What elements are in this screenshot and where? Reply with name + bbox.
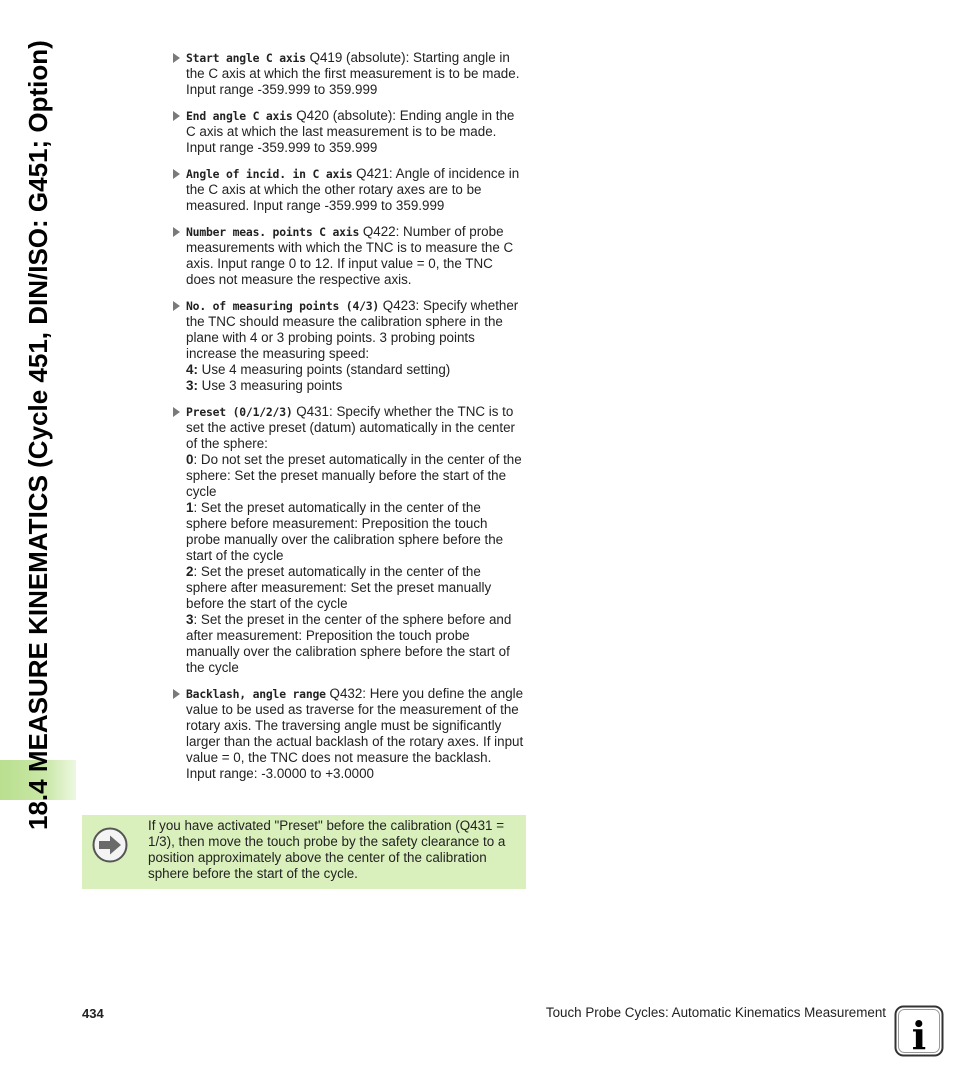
param-angle-incid-c (172, 166, 524, 214)
param-option (186, 500, 524, 564)
option-key: 1 (186, 500, 194, 515)
param-keyword: No. of measuring points (4/3) (186, 299, 380, 313)
param-keyword: Preset (0/1/2/3) (186, 405, 293, 419)
option-text: : Do not set the preset automatically in the center of the sphere: Set the preset manually before the start of the cycle (186, 452, 522, 499)
option-text: : Set the preset in the center of the sphere before and after measurement: Preposition the touch probe manually over the calibration sphere before the start of the cycle (186, 612, 512, 675)
param-keyword: Backlash, angle range (186, 687, 326, 701)
param-option (186, 362, 524, 378)
param-description: Q423: Specify whether the TNC should measure the calibration sphere in the plane with 4 or 3 probing points. 3 probing points increase the measuring speed: (186, 298, 519, 361)
bullet-triangle-icon (173, 169, 180, 179)
option-text: : Set the preset automatically in the center of the sphere after measurement: Set the preset manually before the start of the cycle (186, 564, 492, 611)
param-no-measuring-points (172, 298, 524, 394)
param-option (186, 564, 524, 612)
param-option (186, 612, 524, 676)
info-glyph: i (911, 1013, 927, 1057)
option-key: 4: (186, 362, 198, 377)
param-description: Q431: Specify whether the TNC is to set the active preset (datum) automatically in the center of the sphere: (186, 404, 515, 451)
bullet-triangle-icon (173, 407, 180, 417)
page-number: 434 (82, 1006, 104, 1021)
arrow-right-icon (92, 827, 128, 863)
option-text: : Set the preset automatically in the center of the sphere before measurement: Preposition the touch probe manually over the calibration sphere before the start of the cycle (186, 500, 504, 563)
note-box (82, 815, 526, 889)
param-description: Q420 (absolute): Ending angle in the C axis at which the last measurement is to be made. Input range -359.999 to 359.999 (186, 108, 515, 155)
param-description: Q432: Here you define the angle value to be used as traverse for the measurement of the rotary axis. The traversing angle must be significantly larger than the actual backlash of the rotary axes. If input value = 0, the TNC does not measure the backlash. Input range: -3.0000 to +3.0000 (186, 686, 524, 781)
param-end-angle-c (172, 108, 524, 156)
param-keyword: Angle of incid. in C axis (186, 167, 353, 181)
param-keyword: Start angle C axis (186, 51, 306, 65)
param-option (186, 452, 524, 500)
param-description: Q419 (absolute): Starting angle in the C axis at which the first measurement is to be made. Input range -359.999 to 359.999 (186, 50, 520, 97)
option-key: 3 (186, 612, 194, 627)
bullet-triangle-icon (173, 301, 180, 311)
option-key: 3: (186, 378, 198, 393)
option-key: 2 (186, 564, 194, 579)
info-icon (894, 1005, 944, 1057)
param-number-meas-points-c (172, 224, 524, 288)
param-preset (172, 404, 524, 676)
param-start-angle-c (172, 50, 524, 98)
bullet-triangle-icon (173, 227, 180, 237)
option-text: Use 4 measuring points (standard setting) (197, 362, 451, 377)
bullet-triangle-icon (173, 111, 180, 121)
note-text: If you have activated "Preset" before the calibration (Q431 = 1/3), then move the touch probe by the safety clearance to a position approximately above the center of the calibration sphere before the start of the cycle. (148, 818, 506, 881)
param-description: Q422: Number of probe measurements with which the TNC is to measure the C axis. Input range 0 to 12. If input value = 0, the TNC does not measure the respective axis. (186, 224, 514, 287)
param-description: Q421: Angle of incidence in the C axis at which the other rotary axes are to be measured. Input range -359.999 to 359.999 (186, 166, 520, 213)
bullet-triangle-icon (173, 689, 180, 699)
option-text: Use 3 measuring points (197, 378, 343, 393)
param-keyword: Number meas. points C axis (186, 225, 360, 239)
chapter-title: 18.4 MEASURE KINEMATICS (Cycle 451, DIN/ISO: G451; Option) (23, 40, 53, 830)
param-keyword: End angle C axis (186, 109, 293, 123)
parameter-list (172, 50, 524, 792)
param-backlash-angle-range (172, 686, 524, 782)
option-key: 0 (186, 452, 194, 467)
param-option (186, 378, 524, 394)
bullet-triangle-icon (173, 53, 180, 63)
footer-title: Touch Probe Cycles: Automatic Kinematics Measurement (545, 1005, 886, 1020)
